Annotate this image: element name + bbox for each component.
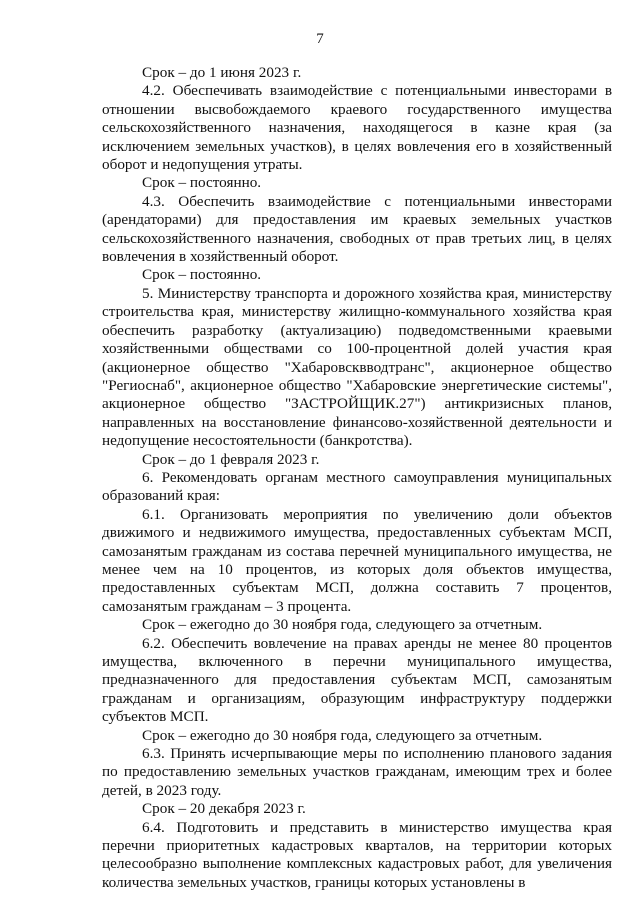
page-number: 7 bbox=[316, 31, 324, 47]
clause-6-1: 6.1. Организовать мероприятия по увеличению доли объектов движимого и недвижимого имущества, предоставленных субъектам МСП, самозанятым гражданам из состава перечней муниципального имущества, не менее чем на 10 процентов, из которых доля объектов имущества, предоставленных субъектам МСП, должна составить 7 процентов, самозанятым гражданам – 3 процента. bbox=[102, 505, 612, 615]
clause-4-2: 4.2. Обеспечивать взаимодействие с потенциальными инвесторами в отношении высвобождаемого краевого государственного имущества сельскохозяйственного назначения, находящегося в казне края (за исключением земельных участков), в целях вовлечения его в хозяйственный оборот и недопущения утраты. bbox=[102, 82, 612, 174]
deadline-paragraph: Срок – ежегодно до 30 ноября года, следующего за отчетным. bbox=[142, 616, 543, 634]
clause-4-3: 4.3. Обеспечить взаимодействие с потенциальными инвесторами (арендаторами) для предоставления им краевых земельных участков сельскохозяйственного назначения, свободных от прав третьих лиц, в целях вовлечения в хозяйственный оборот. bbox=[102, 192, 612, 266]
deadline-paragraph: Срок – 20 декабря 2023 г. bbox=[142, 800, 306, 818]
clause-6-4: 6.4. Подготовить и представить в министерство имущества края перечни приоритетных кадастровых кварталов, на территории которых целесообразно выполнение комплексных кадастровых работ, для увеличения количества земельных участков, границы которых установлены в bbox=[102, 818, 612, 891]
clause-6: 6. Рекомендовать органам местного самоуправления муниципальных образований края: bbox=[102, 468, 612, 505]
clause-6-2: 6.2. Обеспечить вовлечение на правах аренды не менее 80 процентов имущества, включенного в перечни муниципального имущества, предназначенного для предоставления субъектам МСП, самозанятым гражданам и организациям, образующим инфраструктуру поддержки субъектов МСП. bbox=[102, 634, 612, 726]
deadline-paragraph: Срок – постоянно. bbox=[142, 266, 262, 284]
deadline-paragraph: Срок – до 1 июня 2023 г. bbox=[142, 64, 302, 81]
deadline-paragraph: Срок – постоянно. bbox=[142, 174, 262, 192]
deadline-paragraph: Срок – ежегодно до 30 ноября года, следующего за отчетным. bbox=[142, 726, 543, 744]
clause-6-3: 6.3. Принять исчерпывающие меры по исполнению планового задания по предоставлению земельных участков гражданам, имеющим трех и более детей, в 2023 году. bbox=[102, 745, 612, 799]
clause-5: 5. Министерству транспорта и дорожного хозяйства края, министерству строительства края, министерству жилищно-коммунального хозяйства края обеспечить разработку (актуализацию) подведомственными краевыми хозяйственными обществами со 100-процентной долей участия края (акционерное общество "Хабаровсквводтранс", акционерное общество "Региоснаб", акционерное общество "Хабаровские энергетические системы", акционерное общество "ЗАСТРОЙЩИК.27") антикризисных планов, направленных на восстановление финансово-хозяйственной деятельности и недопущение несостоятельности (банкротства). bbox=[102, 284, 612, 450]
deadline-paragraph: Срок – до 1 февраля 2023 г. bbox=[142, 450, 320, 468]
document-body bbox=[102, 64, 612, 892]
